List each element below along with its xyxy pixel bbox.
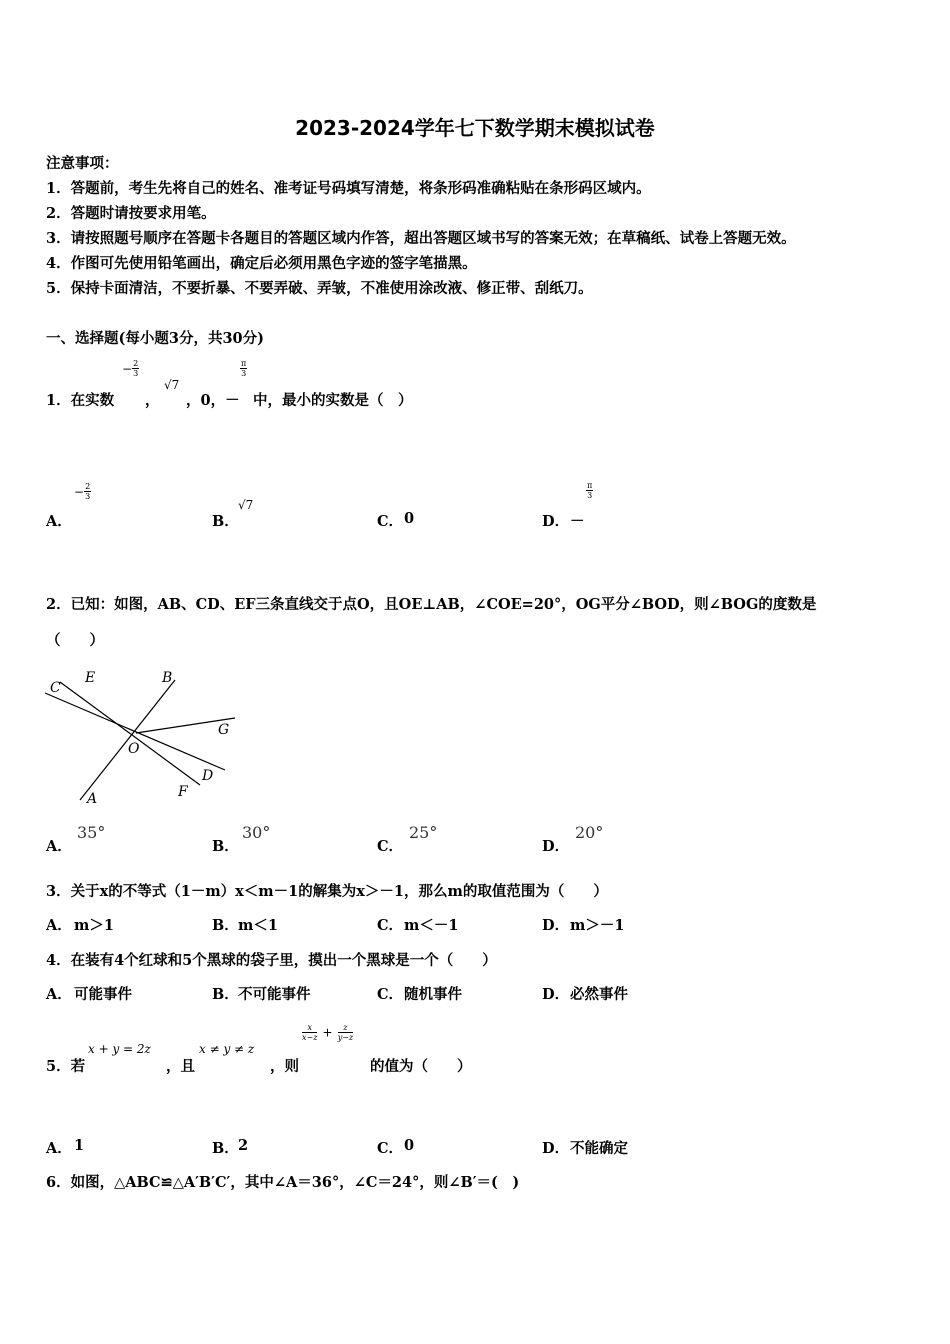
q3-option-b-label: B．	[212, 917, 239, 934]
label-a: A	[87, 791, 98, 807]
q3-option-a-value: m＞1	[74, 917, 114, 934]
line-cd	[45, 693, 225, 770]
label-c: C	[50, 680, 61, 696]
q5-condition-2: x ≠ y ≠ z	[199, 1042, 255, 1056]
section-heading: 一、选择题(每小题3分，共30分)	[46, 330, 264, 347]
notice-item: 1．答题前，考生先将自己的姓名、准考证号码填写清楚，将条形码准确粘贴在条形码区域内。	[46, 180, 651, 197]
q2-option-b-label: B．	[212, 838, 239, 855]
notice-item: 5．保持卡面清洁，不要折暴、不要弄破、弄皱，不准使用涂改液、修正带、刮纸刀。	[46, 280, 593, 297]
q1-option-a-label: A．	[46, 513, 72, 530]
q1-option-d-label: D．	[542, 513, 570, 530]
q3-option-b-value: m＜1	[238, 917, 278, 934]
label-g: G	[218, 722, 230, 738]
q4-option-d-label: D．	[542, 986, 570, 1003]
line-ab	[80, 680, 175, 800]
notice-item: 4．作图可先使用铅笔画出，确定后必须用黑色字迹的签字笔描黑。	[46, 255, 477, 272]
q1-sep: ，	[145, 392, 160, 409]
q1-option-c-label: C．	[377, 513, 404, 530]
q5-condition-1: x + y = 2z	[88, 1042, 151, 1056]
label-o: O	[128, 741, 140, 757]
q1-option-d-fraction: $\frac{\pi}{3}$	[587, 481, 593, 500]
q3-option-c-value: m＜－1	[404, 917, 459, 934]
notice-heading: 注意事项：	[46, 155, 119, 172]
label-d: D	[202, 768, 214, 784]
q6-text: 6．如图，△ABC≌△A′B′C′，其中∠A＝36°，∠C＝24°，则∠B′＝( )	[46, 1174, 520, 1191]
notice-item: 3．请按照题号顺序在答题卡各题目的答题区域内作答，超出答题区域书写的答案无效；在草稿纸、试卷上答题无效。	[46, 230, 796, 247]
q1-option-b-value: √7	[238, 498, 254, 512]
q5-then: ，则	[270, 1058, 299, 1075]
q5-option-d-label: D．	[542, 1140, 570, 1157]
q2-option-a-value: 35°	[77, 823, 106, 842]
q5-mid: ，且	[166, 1058, 195, 1075]
q3-option-c-label: C．	[377, 917, 404, 934]
q4-option-b-value: 不可能事件	[238, 986, 311, 1003]
q1-pi-third: $\frac{\pi}{3}$	[241, 359, 247, 378]
q2-option-c-label: C．	[377, 838, 404, 855]
q5-prefix: 5．若	[46, 1058, 86, 1075]
q4-text: 4．在装有4个红球和5个黑球的袋子里，摸出一个黑球是一个（ ）	[46, 952, 497, 969]
page-title: 2023-2024学年七下数学期末模拟试卷	[295, 116, 655, 140]
q2-figure	[40, 660, 250, 810]
q2-option-b-value: 30°	[242, 823, 271, 842]
q5-option-b-label: B．	[212, 1140, 239, 1157]
q2-option-d-label: D．	[542, 838, 570, 855]
q5-option-c-value: 0	[404, 1137, 415, 1154]
q5-option-b-value: 2	[238, 1137, 249, 1154]
q3-text: 3．关于x的不等式（1－m）x＜m－1的解集为x＞－1，那么m的取值范围为（ ）	[46, 883, 608, 900]
q2-paren: （ ）	[46, 632, 104, 649]
q5-option-a-value: 1	[74, 1137, 85, 1154]
q2-option-d-value: 20°	[575, 823, 604, 842]
q1-neg-two-thirds: − $\frac{2}{3}$	[122, 359, 139, 378]
q4-option-b-label: B．	[212, 986, 239, 1003]
q4-option-c-value: 随机事件	[404, 986, 462, 1003]
q4-option-d-value: 必然事件	[570, 986, 628, 1003]
q2-option-a-label: A．	[46, 838, 72, 855]
q1-option-c-value: 0	[404, 510, 415, 527]
q4-option-a-value: 可能事件	[74, 986, 132, 1003]
line-ef	[60, 682, 200, 785]
q1-prefix: 1．在实数	[46, 392, 115, 409]
q2-text: 2．已知：如图，AB、CD、EF三条直线交于点O，且OE⊥AB，∠COE=20°，OG平分∠BOD，则∠BOG的度数是	[46, 596, 817, 613]
q3-option-a-label: A．	[46, 917, 72, 934]
label-b: B	[162, 670, 173, 686]
q3-option-d-label: D．	[542, 917, 570, 934]
q1-option-b-label: B．	[212, 513, 239, 530]
label-f: F	[178, 784, 188, 800]
q5-option-a-label: A．	[46, 1140, 72, 1157]
q4-option-c-label: C．	[377, 986, 404, 1003]
q1-option-a-value: − $\frac{2}{3}$	[74, 482, 91, 501]
q5-option-d-value: 不能确定	[570, 1140, 628, 1157]
q1-suffix: 中，最小的实数是（ ）	[253, 392, 413, 409]
q5-option-c-label: C．	[377, 1140, 404, 1157]
q1-sqrt7: √7	[164, 378, 180, 392]
q5-expression: $\frac{x}{x-z}$ + $\frac{z}{y-z}$	[302, 1023, 354, 1042]
q1-mid: ，0，－	[186, 392, 240, 409]
notice-item: 2．答题时请按要求用笔。	[46, 205, 216, 222]
q4-option-a-label: A．	[46, 986, 72, 1003]
label-e: E	[85, 670, 96, 686]
q3-option-d-value: m＞－1	[570, 917, 625, 934]
q2-option-c-value: 25°	[409, 823, 438, 842]
q5-suffix: 的值为（ ）	[370, 1058, 472, 1075]
q1-option-d-value: －	[570, 513, 585, 530]
